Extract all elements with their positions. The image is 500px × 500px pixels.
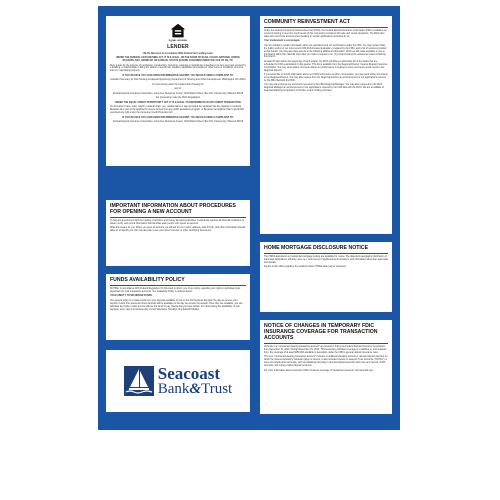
eh-ecoa-items: On the basis of race, color, religion, national origin, sex, marital status or age (provided the applicant has the capacity to contract); Because all or part of the applicant's income derives from any public assistance program; or Because the applicant has in good faith exercised any right under the Consumer Credit Protection Act. — [110, 106, 244, 115]
cra-paragraph: Your involvement is encouraged. — [264, 40, 300, 43]
eh-fha-address: Assistant Secretary for Fair Housing and Equal Opportunity, Department of Housing and Urban Development, Washington, DC 20410 — [110, 79, 246, 82]
fdic-paragraph: All funds in a "noninterest-bearing transaction account" are insured in full by the Federal Deposit Insurance Corporation from December 31, 2010, through December 31, 2012. This temporary unlimited coverage is in addition to, and separate from, the coverage of at least $250,000 available to depositors under the FDIC's general deposit insurance rules. — [264, 346, 387, 354]
equal-housing-icon — [170, 23, 186, 39]
cra-paragraph: If you would like to submit information about our CRA performance to other communities, you may send written comments to the Regional Director. You may also request from the Regional Director an announcement of our applications covered by the CRA filed with the FDIC. — [264, 74, 388, 82]
eh-ecoa-contact: IF YOU BELIEVE YOU HAVE BEEN DISCRIMINATED AGAINST, YOU SHOULD SEND A COMPLAINT TO: — [122, 116, 234, 119]
procedures-paragraph: To help the government fight the funding of terrorism and money laundering activities, Federal law requires all financial institutions to obtain, verify, and record information that identifies each person who opens an account. — [110, 220, 245, 225]
cra-divider — [264, 27, 388, 28]
cra-paragraph: You are entitled to certain information about our operations and our performance under the CRA. You may review today the public section of our most recent CRA Performance Evaluation, prepared by the FDIC, and a list of services provided at this branch. You may also have access to the following additional information, which we will make available to you at this branch within five calendar days after you make a request to us: (1) a map showing the assessment area containing this branch. — [264, 44, 387, 59]
eh-fha-items: Deny a loan for the purpose of purchasing, constructing, improving, repairing or maintaining a dwelling or to deny any loan secured by a dwelling; or Discriminate in fixing the amount, interest rate, duration, application procedures or other terms or conditions of such a loan or in appraising property. — [110, 64, 246, 73]
eh-fha-note: For processing under the FDIC Regulations — [155, 97, 201, 100]
cra-paragraph: At least 30 days before the beginning of each quarter, the FDIC publishes a nationwide list of the banks that are scheduled for CRA examination in that quarter. This list is available from the Regional Director, Federal Deposit Insurance Corporation. You may send written comments about our performance in helping to meet community credit needs to the Regional Director. — [264, 60, 388, 72]
funds-paragraph: NOTICE: In accordance With Federal Regulation CC We want to inform you of our policy regarding your rights to withdraw funds deposited into your transaction accounts. Our Availability Policy is outlined below. — [110, 288, 241, 293]
eh-fha-and: and to: — [174, 88, 182, 91]
fdic-paragraph: The term "noninterest-bearing transaction account" includes a traditional checking account or demand deposit account on which the insured depository institution pays no interest. It also includes Interest on Lawyers Trust Accounts ("IOLTAs"). It does not include other accounts, such as traditional checking or demand deposit accounts that may earn interest, NOW accounts, and money-market deposit accounts. — [264, 356, 388, 368]
cra-paragraph: You may ask to look at any comments received by the FDIC Regional Manager. You may also request from the FDIC Regional Manager an announcement of our applications covered by the CRA filed with the FDIC. We are an affiliate of Seacoast Banking Corporation of Florida, a bank holding company. — [264, 84, 384, 93]
equal-housing-panel — [106, 16, 250, 166]
fdic-title: NOTICE OF CHANGES IN TEMPORARY FDIC INSURANCE COVERAGE FOR TRANSACTION ACCOUNTS — [264, 323, 378, 341]
brand-trust: Trust — [201, 380, 233, 397]
procedures-paragraph: What this means for you: When you open an account, we will ask for your name, address, date of birth, and other information that will allow us to identify you. We may also ask to see your driver's license or other identifying documents. — [110, 227, 246, 233]
eh-fha-contact: IF YOU BELIEVE YOU HAVE BEEN DISCRIMINATED AGAINST, YOU SHOULD SEND A COMPLAINT TO: — [122, 74, 234, 77]
brand-panel — [106, 350, 250, 412]
eh-fha-address2: Federal Deposit Insurance Corporation, Consumer Response Center, 1100 Walnut Street, Box #11, Kansas City, Missouri 64106 — [112, 92, 244, 95]
funds-panel — [106, 274, 250, 340]
hmda-paragraph: The HMDA data about our residential mortgage lending are available for review. The data show geographic distribution of loans and applications; ethnicity, race, sex, and income of applicants and borrowers; and information about loan approvals and denials. — [264, 256, 388, 264]
procedures-panel — [106, 200, 250, 266]
fdic-divider — [264, 343, 388, 344]
funds-title: FUNDS AVAILABILITY POLICY — [110, 277, 185, 283]
equal-housing-lender: LENDER — [167, 43, 189, 50]
hmda-title: HOME MORTGAGE DISCLOSURE NOTICE — [264, 245, 369, 251]
fdic-paragraph: For more information about temporary FDIC insurance coverage of transaction accounts, visit www.fdic.gov. — [264, 369, 374, 372]
procedures-divider — [110, 217, 246, 218]
equal-housing-caption: EQUAL HOUSING — [168, 40, 188, 42]
brand-logo — [110, 353, 246, 409]
funds-paragraph: YOUR ABILITY TO WITHDRAW FUNDS — [110, 295, 152, 298]
procedures-title: IMPORTANT INFORMATION ABOUT PROCEDURES FOR OPENING A NEW ACCOUNT — [110, 203, 236, 215]
brand-bank: Bank — [157, 380, 190, 397]
eh-ecoa-heading: UNDER THE EQUAL CREDIT OPPORTUNITY ACT, IT IS ILLEGAL TO DISCRIMINATE IN ANY CREDIT TRANSACTION: — [114, 101, 242, 104]
cra-panel — [260, 16, 392, 234]
eh-ecoa-address: Federal Deposit Insurance Corporation, Consumer Response Center, 1100 Walnut Street, Box #11, Kansas City, Missouri 64106 — [112, 121, 244, 124]
cra-title: COMMUNITY REINVESTMENT ACT — [264, 19, 350, 25]
brand-name-line1: Seacoast — [157, 363, 221, 383]
brand-name-line2 — [158, 382, 232, 397]
brand-ampersand: & — [189, 380, 202, 397]
hmda-paragraph: Inquire at this office regarding the locations where HMDA data may be inspected. — [264, 266, 347, 269]
eh-fha-heading: UNDER THE FEDERAL FAIR HOUSING ACT, IT IS ILLEGAL, ON THE BASIS OF RACE, COLOR, NATIONAL ORIGIN, RELIGION, SEX, HANDICAP, OR FAMILIAL STATUS (HAVING CHILDREN UNDER THE AGE OF 18), TO: — [115, 57, 241, 62]
funds-paragraph: Our general policy is to make funds from your deposits available to you on the first business day after the day we receive your deposit. Funds from electronic direct deposits will be available on the day we receive the deposit. Once they are available, you can withdraw the funds in cash and we will use the funds to pay checks that you have written. For determining the availability of your deposits, every day is a business day, except Saturdays, Sundays, and federal holidays. — [110, 299, 243, 311]
sailboat-logo-icon — [124, 366, 154, 396]
hmda-panel — [260, 242, 392, 312]
eh-heading: We Do Business In Accordance With Federal Fair Lending Laws — [143, 52, 213, 55]
poster-board — [98, 6, 400, 430]
eh-fha-phone: For processing under the Federal Fair Housing Act — [152, 83, 204, 86]
fdic-panel — [260, 320, 392, 414]
hmda-divider — [264, 253, 388, 254]
funds-divider — [110, 285, 246, 286]
cra-paragraph: Under the Federal Community Reinvestment Act (CRA), the Federal Deposit Insurance Corporation (FDIC) evaluates our record of helping to meet the credit needs of this community consistent with safe and sound operations. The FDIC also takes this record into account when deciding on certain applications submitted by us. — [264, 30, 387, 38]
brand-wordmark — [157, 363, 233, 397]
